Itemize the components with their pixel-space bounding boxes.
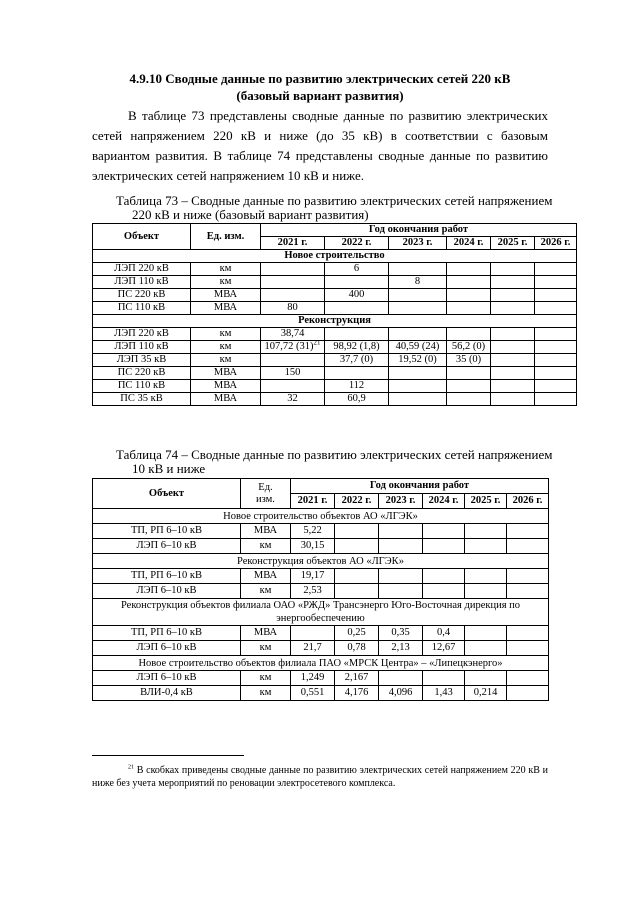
unit-cell: МВА	[191, 380, 261, 393]
section-row	[93, 315, 577, 328]
object-cell: ЛЭП 6–10 кВ	[93, 671, 241, 686]
column-header-year: 2021 г.	[291, 494, 335, 509]
value-cell	[423, 584, 465, 599]
unit-cell: МВА	[241, 524, 291, 539]
footnote-ref[interactable]: 21	[313, 340, 321, 347]
value-cell	[507, 641, 549, 656]
value-cell	[535, 380, 577, 393]
value-cell	[335, 539, 379, 554]
column-header-year: 2022 г.	[325, 237, 389, 250]
table-row	[93, 524, 549, 539]
value-cell	[535, 328, 577, 341]
table-row	[93, 584, 549, 599]
table-74-body	[93, 509, 549, 701]
unit-cell: МВА	[191, 289, 261, 302]
value-cell	[389, 302, 447, 315]
value-cell: 0,4	[423, 626, 465, 641]
value-cell	[507, 686, 549, 701]
value-cell	[465, 539, 507, 554]
table-74	[92, 478, 549, 701]
value-cell: 1,43	[423, 686, 465, 701]
value-cell	[491, 354, 535, 367]
value-cell: 38,74	[261, 328, 325, 341]
value-cell	[491, 341, 535, 354]
value-cell: 150	[261, 367, 325, 380]
table-74-caption	[92, 448, 572, 476]
value-cell: 2,13	[379, 641, 423, 656]
unit-cell: МВА	[191, 393, 261, 406]
heading-line-2: (базовый вариант развития)	[236, 88, 404, 103]
value-cell	[335, 569, 379, 584]
column-header-year: 2025 г.	[491, 237, 535, 250]
unit-cell: км	[191, 354, 261, 367]
cell-value: 107,72 (31)	[264, 341, 314, 352]
value-cell	[491, 263, 535, 276]
value-cell: 2,53	[291, 584, 335, 599]
value-cell	[447, 393, 491, 406]
table-row	[93, 341, 577, 354]
column-header-year: 2025 г.	[465, 494, 507, 509]
value-cell: 19,17	[291, 569, 335, 584]
value-cell: 56,2 (0)	[447, 341, 491, 354]
value-cell	[491, 276, 535, 289]
value-cell	[325, 367, 389, 380]
value-cell: 5,22	[291, 524, 335, 539]
value-cell	[261, 380, 325, 393]
unit-cell: км	[191, 263, 261, 276]
value-cell	[465, 524, 507, 539]
value-cell	[447, 263, 491, 276]
value-cell	[389, 367, 447, 380]
unit-header-line-1: Ед.	[258, 481, 273, 493]
value-cell	[507, 584, 549, 599]
value-cell	[491, 380, 535, 393]
value-cell	[535, 393, 577, 406]
value-cell: 1,249	[291, 671, 335, 686]
table-row	[93, 569, 549, 584]
column-header-year: 2026 г.	[507, 494, 549, 509]
value-cell: 32	[261, 393, 325, 406]
footnote	[92, 764, 548, 790]
section-row	[93, 509, 549, 524]
value-cell	[447, 302, 491, 315]
value-cell	[535, 289, 577, 302]
table-row	[93, 671, 549, 686]
heading-line-1: 4.9.10 Сводные данные по развитию электрических сетей 220 кВ	[129, 71, 511, 86]
value-cell	[535, 354, 577, 367]
value-cell	[261, 341, 325, 354]
section-title: Новое строительство	[93, 250, 577, 263]
value-cell	[325, 302, 389, 315]
table-row	[93, 263, 577, 276]
value-cell	[507, 569, 549, 584]
value-cell	[507, 524, 549, 539]
caption-line-1: Таблица 74 – Сводные данные по развитию электрических сетей напряжением	[116, 447, 553, 462]
column-header-unit	[241, 479, 291, 509]
caption-line-2: 220 кВ и ниже (базовый вариант развития)	[132, 207, 369, 222]
value-cell	[465, 671, 507, 686]
value-cell: 21,7	[291, 641, 335, 656]
value-cell	[389, 393, 447, 406]
value-cell	[335, 584, 379, 599]
column-header-year-group: Год окончания работ	[291, 479, 549, 494]
value-cell	[423, 524, 465, 539]
object-cell: ЛЭП 35 кВ	[93, 354, 191, 367]
intro-paragraph: В таблице 73 представлены сводные данные по развитию электрических сетей напряжением 220 кВ и ниже (до 35 кВ) в соответствии с базовым вариантом развития. В таблице 74 представлены сводные данные по развитию электрических сетей напряжением 10 кВ и ниже.	[92, 108, 548, 183]
value-cell	[447, 367, 491, 380]
column-header-year: 2021 г.	[261, 237, 325, 250]
value-cell	[491, 328, 535, 341]
value-cell: 19,52 (0)	[389, 354, 447, 367]
value-cell	[291, 626, 335, 641]
value-cell	[535, 341, 577, 354]
object-cell: ТП, РП 6–10 кВ	[93, 524, 241, 539]
value-cell	[379, 569, 423, 584]
unit-cell: МВА	[241, 626, 291, 641]
value-cell: 35 (0)	[447, 354, 491, 367]
section-title: Новое строительство объектов АО «ЛГЭК»	[93, 509, 549, 524]
section-title: Новое строительство объектов филиала ПАО «МРСК Центра» – «Липецкэнерго»	[93, 656, 549, 671]
value-cell	[379, 539, 423, 554]
column-header-year-group: Год окончания работ	[261, 224, 577, 237]
value-cell	[491, 393, 535, 406]
object-cell: ПС 110 кВ	[93, 302, 191, 315]
value-cell	[379, 524, 423, 539]
table-73-caption	[92, 194, 572, 222]
value-cell: 60,9	[325, 393, 389, 406]
unit-cell: км	[241, 641, 291, 656]
value-cell	[507, 626, 549, 641]
value-cell	[507, 539, 549, 554]
footnote-mark: 21	[128, 764, 134, 771]
section-heading	[92, 70, 548, 104]
object-cell: ЛЭП 6–10 кВ	[93, 641, 241, 656]
value-cell	[389, 289, 447, 302]
value-cell	[261, 354, 325, 367]
value-cell: 0,214	[465, 686, 507, 701]
caption-line-2: 10 кВ и ниже	[132, 461, 206, 476]
table-row	[93, 302, 577, 315]
value-cell	[261, 263, 325, 276]
object-cell: ПС 110 кВ	[93, 380, 191, 393]
value-cell	[507, 671, 549, 686]
object-cell: ЛЭП 6–10 кВ	[93, 539, 241, 554]
value-cell: 30,15	[291, 539, 335, 554]
unit-cell: км	[191, 328, 261, 341]
column-header-year: 2022 г.	[335, 494, 379, 509]
value-cell: 80	[261, 302, 325, 315]
column-header-unit: Ед. изм.	[191, 224, 261, 250]
table-row	[93, 289, 577, 302]
table-row	[93, 328, 577, 341]
unit-cell: км	[241, 539, 291, 554]
unit-cell: км	[191, 276, 261, 289]
object-cell: ЛЭП 110 кВ	[93, 276, 191, 289]
value-cell	[535, 276, 577, 289]
value-cell	[535, 263, 577, 276]
unit-cell: км	[241, 671, 291, 686]
unit-cell: км	[241, 686, 291, 701]
unit-cell: МВА	[241, 569, 291, 584]
value-cell	[491, 367, 535, 380]
unit-cell: км	[191, 341, 261, 354]
table-row	[93, 393, 577, 406]
object-cell: ТП, РП 6–10 кВ	[93, 626, 241, 641]
value-cell	[465, 569, 507, 584]
object-cell: ЛЭП 220 кВ	[93, 263, 191, 276]
caption-line-1: Таблица 73 – Сводные данные по развитию электрических сетей напряжением	[116, 193, 553, 208]
section-title: Реконструкция объектов АО «ЛГЭК»	[93, 554, 549, 569]
value-cell: 12,67	[423, 641, 465, 656]
value-cell	[379, 671, 423, 686]
value-cell	[325, 328, 389, 341]
value-cell: 0,551	[291, 686, 335, 701]
value-cell	[447, 289, 491, 302]
object-cell: ЛЭП 110 кВ	[93, 341, 191, 354]
value-cell	[447, 276, 491, 289]
section-row	[93, 656, 549, 671]
value-cell: 0,35	[379, 626, 423, 641]
object-cell: ТП, РП 6–10 кВ	[93, 569, 241, 584]
footnote-divider	[92, 755, 244, 756]
object-cell: ЛЭП 6–10 кВ	[93, 584, 241, 599]
unit-cell: МВА	[191, 302, 261, 315]
value-cell: 6	[325, 263, 389, 276]
value-cell	[447, 328, 491, 341]
unit-cell: МВА	[191, 367, 261, 380]
column-header-year: 2023 г.	[379, 494, 423, 509]
value-cell	[389, 263, 447, 276]
column-header-year: 2023 г.	[389, 237, 447, 250]
section-title: Реконструкция объектов филиала ОАО «РЖД» Трансэнерго Юго-Восточная дирекция по энергообеспечению	[93, 599, 549, 626]
value-cell	[465, 626, 507, 641]
column-header-year: 2024 г.	[447, 237, 491, 250]
value-cell: 400	[325, 289, 389, 302]
value-cell: 0,78	[335, 641, 379, 656]
value-cell	[535, 302, 577, 315]
table-row	[93, 354, 577, 367]
footnote-text: В скобках приведены сводные данные по развитию электрических сетей напряжением 220 кВ и ниже без учета мероприятий по реновации электросетевого комплекса.	[92, 765, 548, 789]
column-header-year: 2024 г.	[423, 494, 465, 509]
value-cell: 4,176	[335, 686, 379, 701]
value-cell	[465, 641, 507, 656]
value-cell	[423, 671, 465, 686]
value-cell: 2,167	[335, 671, 379, 686]
object-cell: ПС 220 кВ	[93, 367, 191, 380]
table-row	[93, 539, 549, 554]
table-73	[92, 223, 577, 406]
value-cell: 0,25	[335, 626, 379, 641]
section-row	[93, 250, 577, 263]
value-cell	[335, 524, 379, 539]
value-cell: 98,92 (1,8)	[325, 341, 389, 354]
value-cell	[389, 380, 447, 393]
value-cell	[423, 569, 465, 584]
section-row	[93, 599, 549, 626]
value-cell: 4,096	[379, 686, 423, 701]
value-cell: 8	[389, 276, 447, 289]
value-cell	[325, 276, 389, 289]
value-cell: 37,7 (0)	[325, 354, 389, 367]
table-row	[93, 367, 577, 380]
column-header-object: Объект	[93, 224, 191, 250]
value-cell	[491, 289, 535, 302]
object-cell: ВЛИ-0,4 кВ	[93, 686, 241, 701]
value-cell	[465, 584, 507, 599]
object-cell: ЛЭП 220 кВ	[93, 328, 191, 341]
value-cell	[447, 380, 491, 393]
table-73-body	[93, 250, 577, 406]
object-cell: ПС 35 кВ	[93, 393, 191, 406]
value-cell	[491, 302, 535, 315]
section-row	[93, 554, 549, 569]
table-row	[93, 641, 549, 656]
value-cell	[423, 539, 465, 554]
unit-header-line-2: изм.	[256, 493, 275, 505]
value-cell: 40,59 (24)	[389, 341, 447, 354]
column-header-year: 2026 г.	[535, 237, 577, 250]
value-cell: 112	[325, 380, 389, 393]
value-cell	[535, 367, 577, 380]
section-title: Реконструкция	[93, 315, 577, 328]
table-row	[93, 626, 549, 641]
table-row	[93, 380, 577, 393]
value-cell	[261, 289, 325, 302]
table-row	[93, 276, 577, 289]
table-row	[93, 686, 549, 701]
value-cell	[389, 328, 447, 341]
object-cell: ПС 220 кВ	[93, 289, 191, 302]
column-header-object: Объект	[93, 479, 241, 509]
unit-cell: км	[241, 584, 291, 599]
value-cell	[379, 584, 423, 599]
value-cell	[261, 276, 325, 289]
